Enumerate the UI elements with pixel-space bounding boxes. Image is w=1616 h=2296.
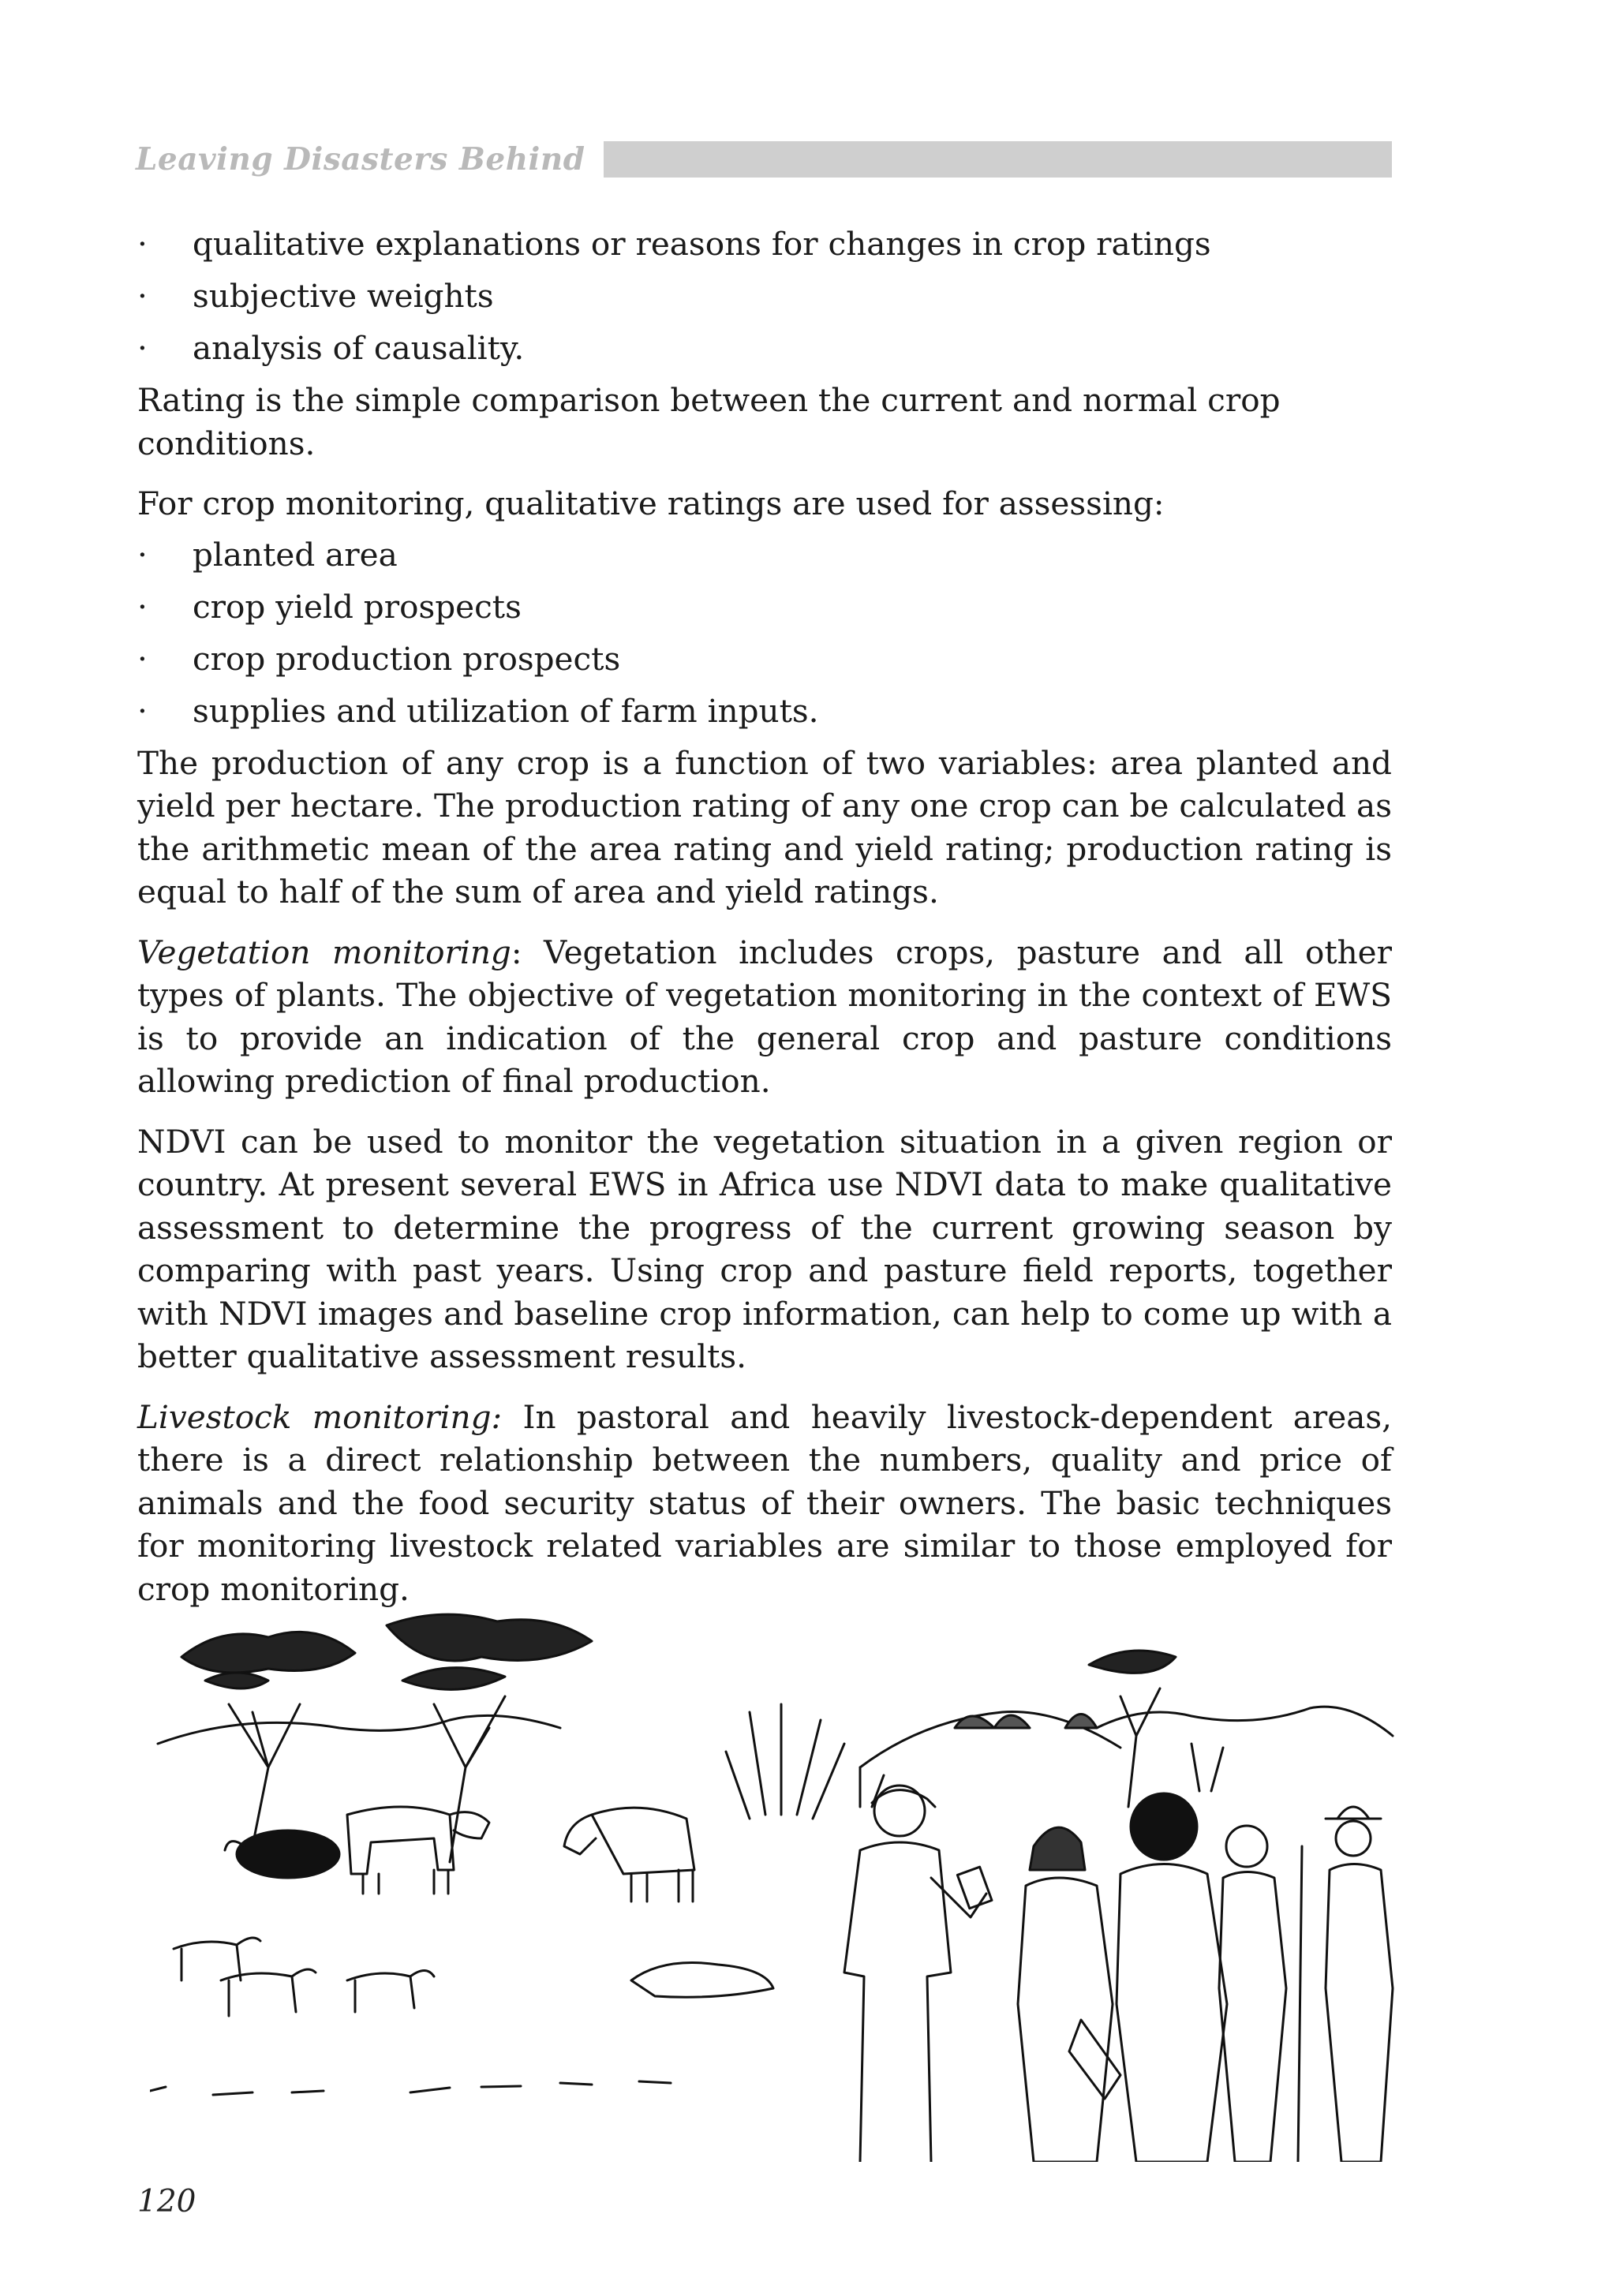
ground-marks — [150, 2081, 671, 2095]
person-afro — [1117, 1793, 1227, 2162]
cow-lying-center — [631, 1963, 773, 1998]
paragraph-ndvi: NDVI can be used to monitor the vegetation situation in a given region or country. At present several EWS in Africa use NDVI data to make qualitative assessment to determine the progress of the current growing season by comparing with past years. Using crop and pasture field reports, together with NDVI images and baseline crop information, can help to come up with a better qualitative assessment results. — [137, 1122, 1392, 1375]
cow-standing-left — [347, 1807, 489, 1894]
hills — [158, 1707, 1393, 1767]
list-item: · crop yield prospects — [137, 585, 1392, 629]
vegetation-monitoring-label: Vegetation monitoring — [137, 933, 511, 971]
paragraph-livestock-monitoring: Livestock monitoring: In pastoral and heavily livestock-dependent areas, there is a direct relationship between the numbers, quality and price of animals and the food security status of their owners. The basic techniques for monitoring livestock related variables are similar to those employed for crop monitoring. — [137, 1397, 1393, 1608]
bullet-list-rating-components — [137, 222, 1392, 370]
page-body — [137, 222, 1392, 1628]
bullet-marker: · — [137, 277, 148, 315]
bullet-marker: · — [137, 225, 148, 263]
paragraph-crop-monitoring-intro: For crop monitoring, qualitative ratings are used for assessing: — [137, 484, 1165, 522]
list-item: · qualitative explanations or reasons for changes in crop ratings — [137, 222, 1392, 266]
bullet-marker: · — [137, 535, 148, 574]
bullet-marker: · — [137, 329, 148, 367]
page-number: 120 — [137, 2184, 196, 2219]
list-item: · analysis of causality. — [137, 327, 1392, 370]
paragraph-production: The production of any crop is a function of two variables: area planted and yield per hectare. The production rating of any one crop can be calculated as the arithmetic mean of the area rating and yield rating; production rating is equal to half of the sum of area and yield ratings. — [137, 743, 1392, 911]
bullet-list-crop-assessment — [137, 533, 1392, 733]
bullet-marker: · — [137, 587, 148, 626]
livestock-monitoring-label: Livestock monitoring: — [137, 1397, 503, 1436]
acacia-tree-right — [1089, 1651, 1176, 1807]
list-item: · crop production prospects — [137, 638, 1392, 681]
acacia-tree-left — [181, 1632, 355, 1846]
goats — [174, 1938, 434, 2016]
list-item: · subjective weights — [137, 275, 1392, 318]
paragraph-vegetation-monitoring: Vegetation monitoring: Vegetation includes crops, pasture and all other types of plants. The objective of vegetation monitoring in the context of EWS is to provide an indication of the general crop and pasture conditions allowing prediction of final production. — [137, 933, 1393, 1100]
person-hat-right — [1326, 1807, 1393, 2162]
bullet-marker: · — [137, 639, 148, 678]
bullet-marker: · — [137, 691, 148, 730]
huts — [955, 1715, 1097, 1729]
running-head-bar — [604, 141, 1392, 178]
field-monitoring-illustration — [150, 1610, 1397, 2162]
person-walking-stick — [1219, 1826, 1302, 2162]
cow-standing-center — [564, 1808, 694, 1901]
running-head — [136, 139, 1392, 180]
list-item: · supplies and utilization of farm inputs. — [137, 690, 1392, 733]
paragraph-rating: Rating is the simple comparison between the current and normal crop conditions. — [137, 381, 1281, 462]
person-with-cap-and-notepad — [844, 1786, 992, 2162]
list-item: · planted area — [137, 533, 1392, 577]
cattle-lying — [225, 1830, 339, 1878]
running-head-title: Leaving Disasters Behind — [136, 141, 585, 178]
person-long-hair — [1018, 1827, 1120, 2162]
